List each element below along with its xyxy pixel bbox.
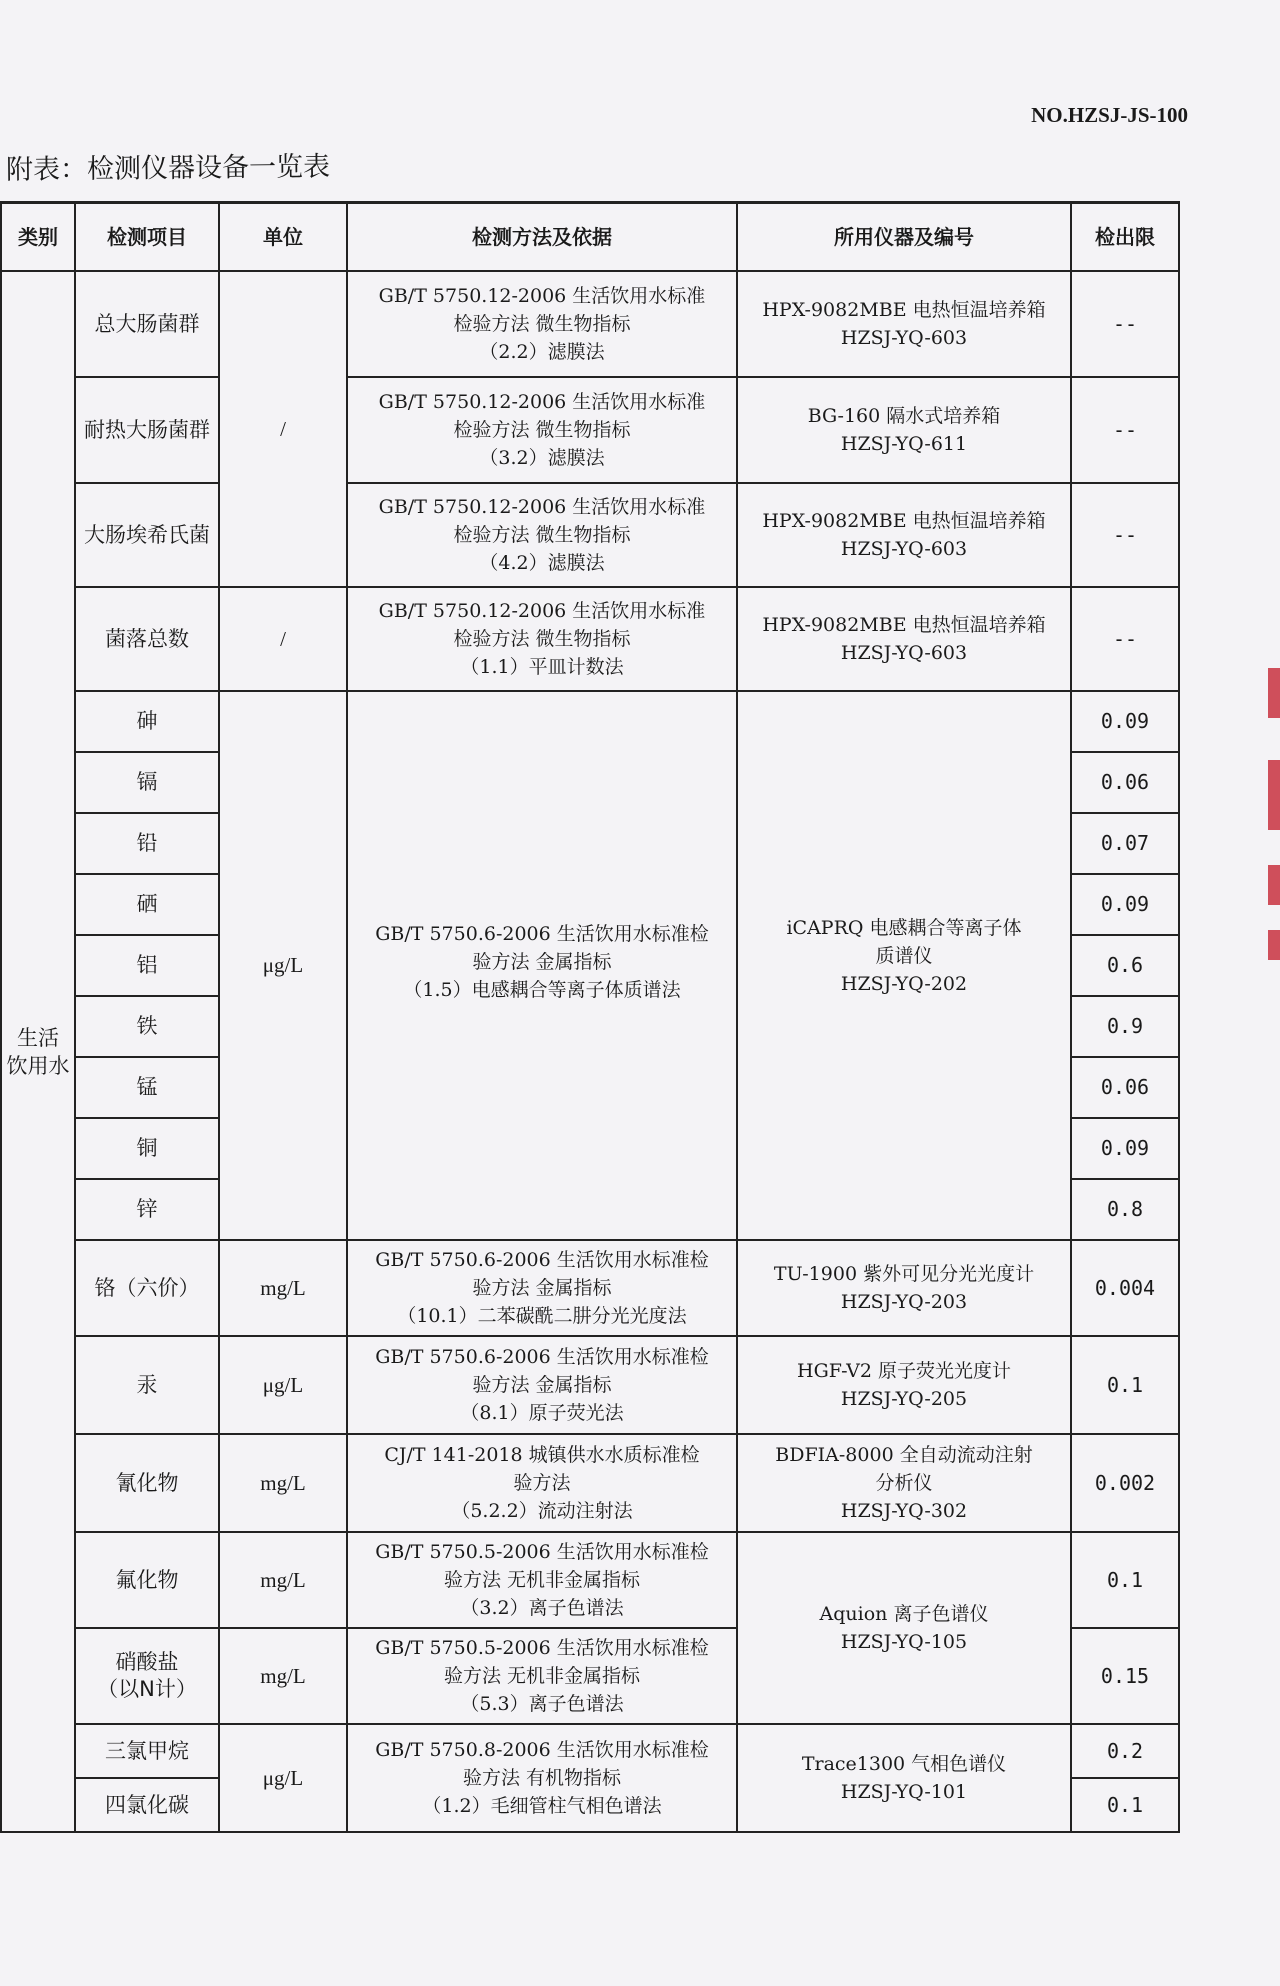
limit-cell: 0.07 [1071,813,1179,874]
item-cell: 大肠埃希氏菌 [75,483,219,587]
item-cell: 铬（六价） [75,1240,219,1336]
limit-cell: 0.004 [1071,1240,1179,1336]
limit-cell: 0.002 [1071,1434,1179,1532]
item-cell: 硒 [75,874,219,935]
item-cell: 铜 [75,1118,219,1179]
method-cell: GB/T 5750.5-2006 生活饮用水标准检 验方法 无机非金属指标 （5.3）离子色谱法 [347,1628,737,1724]
red-stamp-fragment [1268,760,1280,830]
unit-cell: mg/L [219,1240,347,1336]
method-cell: GB/T 5750.8-2006 生活饮用水标准检 验方法 有机物指标 （1.2）毛细管柱气相色谱法 [347,1724,737,1832]
instrument-cell: iCAPRQ 电感耦合等离子体 质谱仪 HZSJ-YQ-202 [737,691,1071,1240]
item-cell: 镉 [75,752,219,813]
limit-cell: 0.15 [1071,1628,1179,1724]
header-limit: 检出限 [1071,203,1179,272]
instrument-cell: Aquion 离子色谱仪 HZSJ-YQ-105 [737,1532,1071,1724]
category-cell: 生活 饮用水 [1,271,75,1832]
limit-cell: -- [1071,377,1179,483]
item-cell: 汞 [75,1336,219,1434]
red-stamp-fragment [1268,668,1280,718]
item-cell: 菌落总数 [75,587,219,691]
method-cell: GB/T 5750.6-2006 生活饮用水标准检 验方法 金属指标 （1.5）电感耦合等离子体质谱法 [347,691,737,1240]
limit-cell: -- [1071,271,1179,377]
item-cell: 硝酸盐 （以N计） [75,1628,219,1724]
header-unit: 单位 [219,203,347,272]
instrument-cell: TU-1900 紫外可见分光光度计 HZSJ-YQ-203 [737,1240,1071,1336]
limit-cell: 0.8 [1071,1179,1179,1240]
method-cell: CJ/T 141-2018 城镇供水水质标准检 验方法 （5.2.2）流动注射法 [347,1434,737,1532]
instrument-cell: HGF-V2 原子荧光光度计 HZSJ-YQ-205 [737,1336,1071,1434]
document-number: NO.HZSJ-JS-100 [1031,103,1188,127]
limit-cell: 0.06 [1071,752,1179,813]
unit-cell: mg/L [219,1532,347,1628]
limit-cell: -- [1071,483,1179,587]
limit-cell: -- [1071,587,1179,691]
table-row [1,1532,1179,1628]
item-cell: 氟化物 [75,1532,219,1628]
item-cell: 氰化物 [75,1434,219,1532]
limit-cell: 0.09 [1071,691,1179,752]
item-cell: 铝 [75,935,219,996]
limit-cell: 0.09 [1071,874,1179,935]
limit-cell: 0.2 [1071,1724,1179,1778]
item-cell: 铁 [75,996,219,1057]
method-cell: GB/T 5750.6-2006 生活饮用水标准检 验方法 金属指标 （8.1）原子荧光法 [347,1336,737,1434]
table-row [1,1724,1179,1778]
method-cell: GB/T 5750.12-2006 生活饮用水标准 检验方法 微生物指标 （2.2）滤膜法 [347,271,737,377]
item-cell: 锌 [75,1179,219,1240]
table-row [1,271,1179,377]
method-cell: GB/T 5750.12-2006 生活饮用水标准 检验方法 微生物指标 （1.1）平皿计数法 [347,587,737,691]
limit-cell: 0.09 [1071,1118,1179,1179]
table-row [1,691,1179,752]
header-item: 检测项目 [75,203,219,272]
unit-cell: μg/L [219,691,347,1240]
limit-cell: 0.1 [1071,1336,1179,1434]
item-cell: 铅 [75,813,219,874]
table-row [1,1240,1179,1336]
limit-cell: 0.6 [1071,935,1179,996]
table-row [1,1434,1179,1532]
header-row [1,203,1179,272]
item-cell: 锰 [75,1057,219,1118]
unit-cell: / [219,587,347,691]
method-cell: GB/T 5750.5-2006 生活饮用水标准检 验方法 无机非金属指标 （3.2）离子色谱法 [347,1532,737,1628]
item-cell: 总大肠菌群 [75,271,219,377]
red-stamp-fragment [1268,930,1280,960]
limit-cell: 0.1 [1071,1532,1179,1628]
method-cell: GB/T 5750.12-2006 生活饮用水标准 检验方法 微生物指标 （4.2）滤膜法 [347,483,737,587]
instrument-cell: BG-160 隔水式培养箱 HZSJ-YQ-611 [737,377,1071,483]
header-instrument: 所用仪器及编号 [737,203,1071,272]
unit-cell: mg/L [219,1434,347,1532]
header-method: 检测方法及依据 [347,203,737,272]
page-title: 附表：检测仪器设备一览表 [5,151,331,186]
table-row [1,1336,1179,1434]
instrument-cell: HPX-9082MBE 电热恒温培养箱 HZSJ-YQ-603 [737,483,1071,587]
instrument-cell: Trace1300 气相色谱仪 HZSJ-YQ-101 [737,1724,1071,1832]
unit-cell: μg/L [219,1336,347,1434]
method-cell: GB/T 5750.6-2006 生活饮用水标准检 验方法 金属指标 （10.1）二苯碳酰二肼分光光度法 [347,1240,737,1336]
item-cell: 砷 [75,691,219,752]
item-cell: 四氯化碳 [75,1778,219,1832]
limit-cell: 0.9 [1071,996,1179,1057]
limit-cell: 0.1 [1071,1778,1179,1832]
table-row [1,377,1179,483]
unit-cell: μg/L [219,1724,347,1832]
instrument-cell: HPX-9082MBE 电热恒温培养箱 HZSJ-YQ-603 [737,587,1071,691]
method-cell: GB/T 5750.12-2006 生活饮用水标准 检验方法 微生物指标 （3.2）滤膜法 [347,377,737,483]
instrument-cell: BDFIA-8000 全自动流动注射 分析仪 HZSJ-YQ-302 [737,1434,1071,1532]
header-category: 类别 [1,203,75,272]
item-cell: 三氯甲烷 [75,1724,219,1778]
item-cell: 耐热大肠菌群 [75,377,219,483]
instrument-table [0,201,1180,1833]
unit-cell: mg/L [219,1628,347,1724]
red-stamp-fragment [1268,865,1280,905]
table-row [1,483,1179,587]
limit-cell: 0.06 [1071,1057,1179,1118]
table-row [1,587,1179,691]
instrument-cell: HPX-9082MBE 电热恒温培养箱 HZSJ-YQ-603 [737,271,1071,377]
unit-cell: / [219,271,347,587]
